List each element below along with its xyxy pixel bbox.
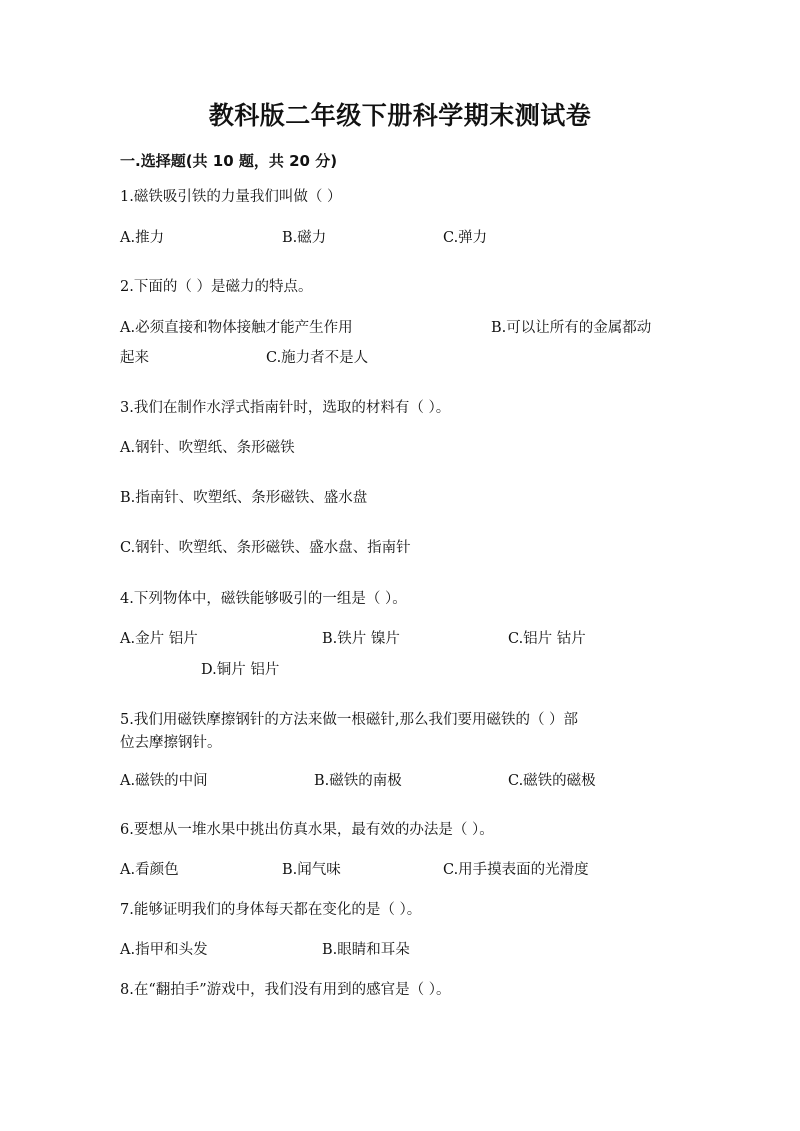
question-3-option-c: C.钢针、吹塑纸、条形磁铁、盛水盘、指南针 — [120, 540, 411, 556]
question-1-stem: 1.磁铁吸引铁的力量我们叫做（ ） — [120, 189, 342, 205]
question-5-stem-cont: 位去摩擦钢针。 — [120, 735, 222, 751]
question-6-stem: 6.要想从一堆水果中挑出仿真水果，最有效的办法是（ ）。 — [120, 822, 494, 838]
question-1-option-c: C.弹力 — [443, 230, 488, 246]
question-6-option-c: C.用手摸表面的光滑度 — [443, 862, 589, 878]
question-5-option-c: C.磁铁的磁极 — [508, 773, 596, 789]
question-4-stem: 4.下列物体中，磁铁能够吸引的一组是（ ）。 — [120, 591, 407, 607]
question-2-option-c: C.施力者不是人 — [266, 350, 369, 366]
question-7-stem: 7.能够证明我们的身体每天都在变化的是（ ）。 — [120, 902, 422, 918]
question-5-option-a: A.磁铁的中间 — [120, 773, 208, 789]
question-4-option-b: B.铁片 镍片 — [322, 631, 400, 647]
question-5-stem: 5.我们用磁铁摩擦钢针的方法来做一根磁针,那么我们要用磁铁的（ ）部 — [120, 712, 579, 728]
question-4-option-a: A.金片 铝片 — [120, 631, 198, 647]
page-title: 教科版二年级下册科学期末测试卷 — [208, 101, 592, 130]
question-4-option-c: C.铝片 钴片 — [508, 631, 586, 647]
question-2-option-a: A.必须直接和物体接触才能产生作用 — [120, 320, 353, 336]
question-7-option-b: B.眼睛和耳朵 — [322, 942, 410, 958]
question-3-option-b: B.指南针、吹塑纸、条形磁铁、盛水盘 — [120, 490, 368, 506]
question-1-option-b: B.磁力 — [282, 230, 327, 246]
question-4-option-d: D.铜片 铝片 — [201, 662, 280, 678]
section-heading: 一.选择题(共 10 题，共 20 分) — [120, 152, 338, 170]
question-8-stem: 8.在“翻拍手”游戏中，我们没有用到的感官是（ ）。 — [120, 982, 451, 998]
question-6-option-a: A.看颜色 — [120, 862, 179, 878]
question-3-option-a: A.钢针、吹塑纸、条形磁铁 — [120, 440, 295, 456]
question-3-stem: 3.我们在制作水浮式指南针时，选取的材料有（ ）。 — [120, 400, 451, 416]
question-6-option-b: B.闻气味 — [282, 862, 341, 878]
question-5-option-b: B.磁铁的南极 — [314, 773, 402, 789]
question-1-option-a: A.推力 — [120, 230, 165, 246]
question-2-stem: 2.下面的（ ）是磁力的特点。 — [120, 279, 313, 295]
question-7-option-a: A.指甲和头发 — [120, 942, 208, 958]
question-2-option-b: B.可以让所有的金属都动 — [491, 320, 652, 336]
question-2-option-b-cont: 起来 — [120, 350, 149, 366]
